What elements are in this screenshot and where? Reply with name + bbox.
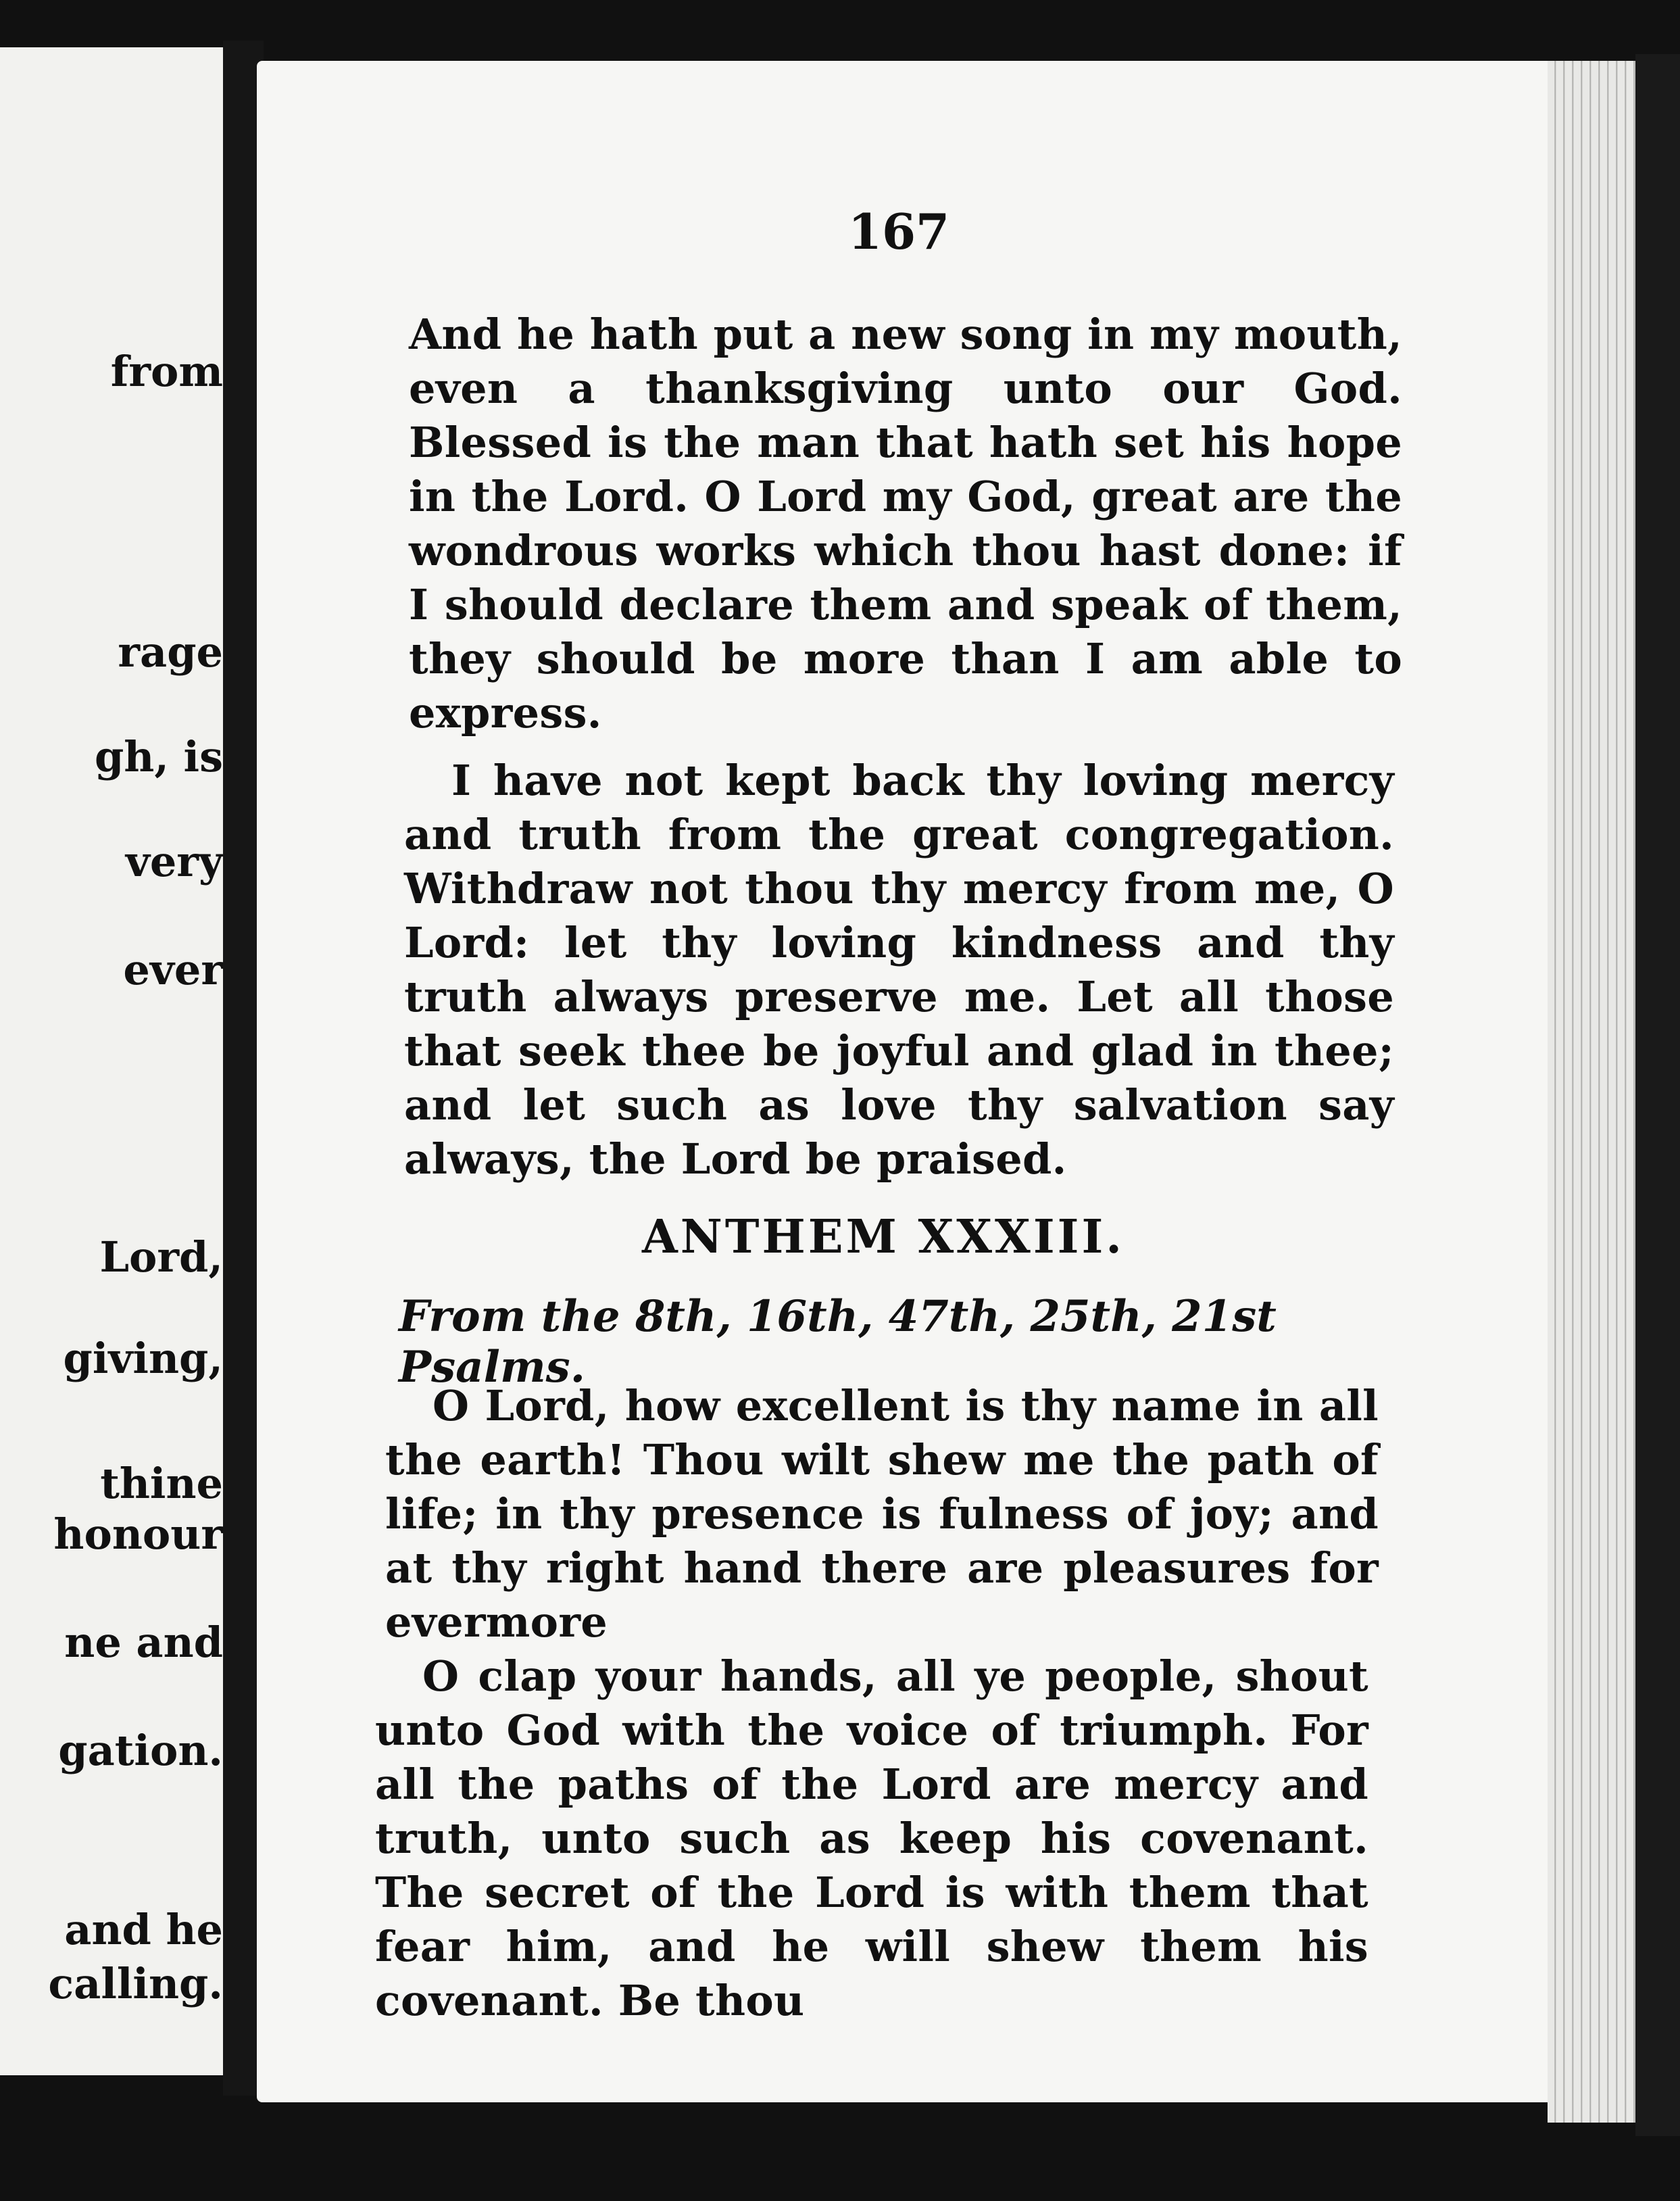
anthem-paragraph: O clap your hands, all ye people, shout unto God with the voice of triumph. For all the paths of the Lord are mercy and truth, unto such as keep his covenant. The secret of the Lord is with them that fear him, and he will shew them his covenant. Be thou [375, 1651, 1368, 2025]
left-margin-word: Lord, [99, 1232, 223, 1282]
scan-shadow [1635, 54, 1680, 2136]
left-margin-word: honour [53, 1509, 223, 1559]
left-margin-word: calling. [48, 1959, 223, 2008]
anthem-source: From the 8th, 16th, 47th, 25th, 21st Psalms. [399, 1291, 1277, 1393]
page-edges [1548, 61, 1635, 2123]
page-number: 167 [847, 203, 950, 260]
left-margin-word: gation. [58, 1726, 223, 1775]
left-margin-word: rage [118, 627, 223, 677]
left-margin-word: and he [64, 1905, 223, 1954]
left-margin-word: ne and [64, 1618, 223, 1667]
anthem-paragraph: O Lord, how excellent is thy name in all the earth! Thou wilt shew me the path of life; in thy presence is fulness of joy; and at thy right hand there are pleasures for evermore [385, 1381, 1379, 1647]
left-margin-word: thine [100, 1459, 223, 1508]
left-page [0, 47, 223, 2075]
paragraph: I have not kept back thy loving mercy and truth from the great congregation. Withdraw not thou thy mercy from me, O Lord: let thy loving kindness and thy truth always preserve me. Let all those that seek thee be joyful and glad in thee; and let such as love thy salvation say always, the Lord be praised. [404, 756, 1394, 1184]
anthem-title: ANTHEM XXXIII. [642, 1210, 1125, 1264]
left-margin-word: giving, [63, 1334, 223, 1383]
paragraph: And he hath put a new song in my mouth, even a thanksgiving unto our God. Blessed is the man that hath set his hope in the Lord. O Lord my God, great are the wondrous works which thou hast done: if I should declare them and speak of them, they should be more than I am able to express. [409, 310, 1402, 737]
left-margin-word: from [110, 347, 223, 396]
left-margin-word: ever [123, 945, 223, 994]
left-margin-word: very [125, 837, 223, 886]
left-margin-word: gh, is [94, 732, 223, 781]
